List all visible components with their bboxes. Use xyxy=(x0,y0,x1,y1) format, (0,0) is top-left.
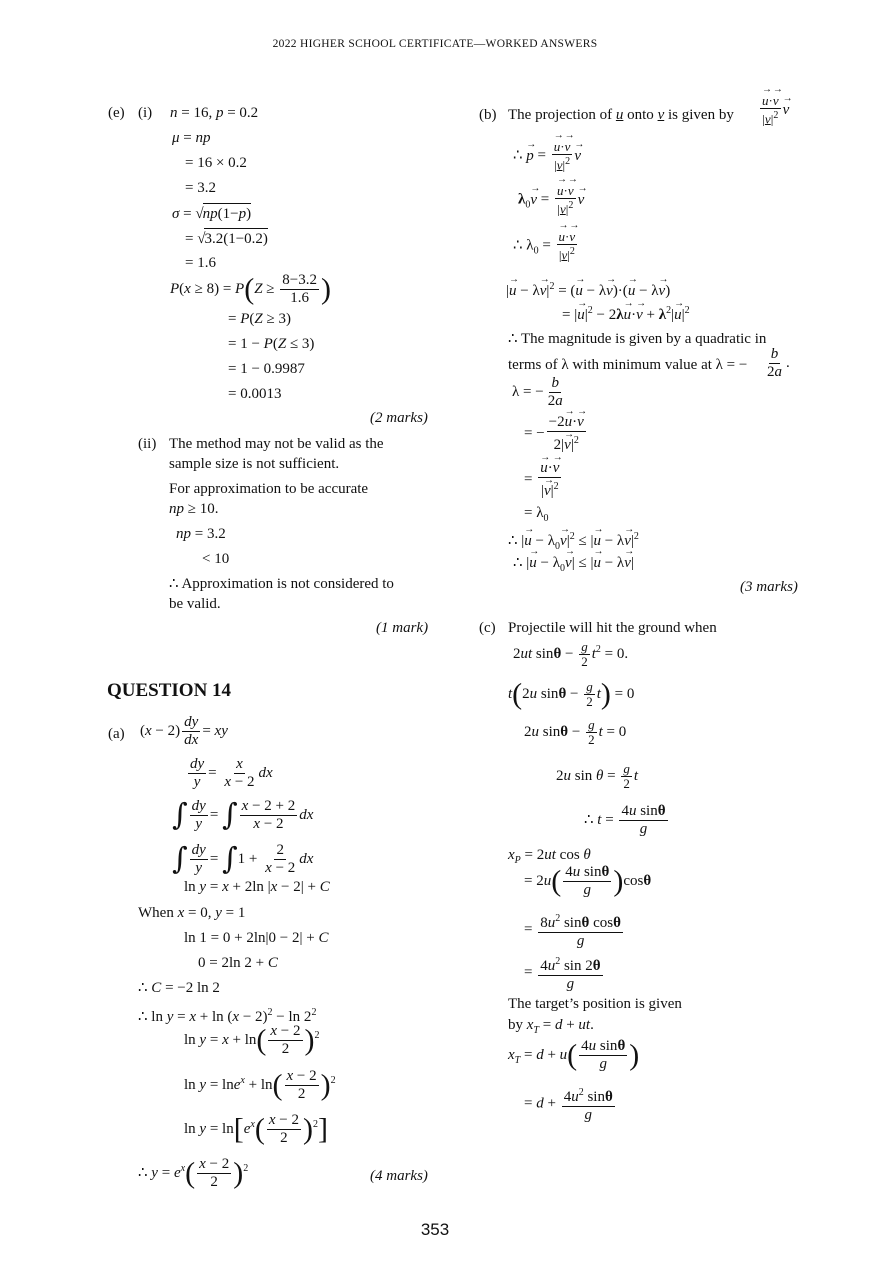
part-ii-label: (ii) xyxy=(138,436,157,452)
eq-b-expand: = |→ $u|^2 - 2\lambda\to u\cdot\to v + \lambda^2|\to u|^2$ xyxy=(562,302,690,324)
ii-text-2: sample size is not sufficient. xyxy=(169,456,340,472)
eq-b-lambda-v: $\lambda_0\to v$ = → $\frac{u\cdot\to v}{|v|^2}$ → v xyxy=(518,184,584,216)
eq-b-proj-formula: → $\frac{u\cdot\to v}{|v|^2}$ → v xyxy=(758,94,789,126)
eq-prob-sub: = 1 − 0.9987 xyxy=(228,361,305,377)
eq-b-vertex-frac: $\frac{b}{2a}$ . xyxy=(767,346,790,380)
eq-c-ground: 2ut sinθ − $\frac{g}{2}$ $t^2 = 0$. xyxy=(513,639,629,669)
eq-c-xp-sub: = 2u( $\frac{\text{4u sinθ}}{g}$ )cosθ xyxy=(524,864,652,898)
marks-e-i: (2 marks) xyxy=(370,410,428,426)
c-text-2: by $x_T = d$ + ut. xyxy=(508,1017,594,1036)
eq-a-ln-y-2: ln y = x + ln( $\frac{x - 2}{2}$ )$^2$ xyxy=(184,1023,320,1057)
eq-a-sub: ln 1 = 0 + 2ln|0 − 2| + C xyxy=(184,930,329,946)
running-header: 2022 HIGHER SCHOOL CERTIFICATE—WORKED ANSWERS xyxy=(272,38,598,50)
eq-c-time: ∴ t = $\frac{\text{4u sinθ}}{g}$ xyxy=(584,803,666,837)
ii-text-5: np = 3.2 xyxy=(176,526,226,542)
eq-c-xp-result: = $\frac{4u^2 \sin 2\theta}{g}$ xyxy=(524,953,605,993)
a-when-text: When x = 0, y = 1 xyxy=(138,905,246,921)
eq-a-ln-general: ln y = x + 2ln |x − 2| + C xyxy=(184,879,330,895)
ii-text-7: ∴ Approximation is not considered to xyxy=(169,576,394,592)
ii-text-3: For approximation to be accurate xyxy=(169,481,369,497)
ii-text-4: np ≥ 10. xyxy=(169,501,219,517)
eq-a-integral-1: ∫ $\frac{dy}{y}$ = ∫ $\frac{x - 2 + 2}{x - 2}$ dx xyxy=(172,797,314,833)
eq-a-ln-y-3: ln y = lne$^x$ + ln( $\frac{x - 2}{2}$ )$^2$ xyxy=(184,1068,336,1102)
eq-sigma: σ = √np(1−p) xyxy=(172,203,251,223)
eq-a-ln-y: ∴ $\ln y = x + \ln (x - 2)^2 - \ln 2^2$ xyxy=(138,1007,317,1025)
part-i-label: (i) xyxy=(138,105,153,121)
marks-14-a: (4 marks) xyxy=(370,1168,428,1184)
part-e-label: (e) xyxy=(108,105,125,121)
ii-text-8: be valid. xyxy=(169,596,221,612)
part-a-label: (a) xyxy=(108,726,125,742)
eq-c-solve: 2u sin θ = $\frac{g}{2}$ t xyxy=(556,761,639,791)
eq-mu-result: = 3.2 xyxy=(185,180,216,196)
eq-c-xt: $x_T = d + u$( $\frac{\text{4u sinθ}}{g}$ ) xyxy=(508,1038,640,1072)
eq-b-lambda-sub: = − $\frac{-2\to u\cdot\to v}{2|\to v|^2}$ xyxy=(524,414,588,454)
eq-b-ineq: ∴ |→ $u - \lambda_0\to v|$ ≤ |→ u − λ→ v| xyxy=(513,554,634,578)
eq-b-magnitude: |→ $u - \lambda\to v|^2$ = (→ u − λ→ v)·(→ u − λ→ v) xyxy=(506,278,670,300)
eq-a-de: (x − 2) $\frac{dy}{dx}$ = xy xyxy=(140,714,228,748)
eq-prob-complement: = 1 − P(Z ≤ 3) xyxy=(228,336,315,352)
part-c-label: (c) xyxy=(479,620,496,636)
c-intro: Projectile will hit the ground when xyxy=(508,620,717,636)
eq-mu-calc: = 16 × 0.2 xyxy=(185,155,247,171)
c-text-1: The target’s position is given xyxy=(508,996,682,1012)
eq-b-ineq-sq: ∴ |→ $u - \lambda_0\to v|^2$ ≤ |→ $u - \lambda\to v|^2$ xyxy=(508,528,639,556)
b-text-2: terms of λ with minimum value at λ = − xyxy=(508,357,748,373)
b-text-1: ∴ The magnitude is given by a quadratic in xyxy=(508,331,767,347)
eq-b-p: ∴ → p = → $\frac{u\cdot\to v}{|v|^2}$ → v xyxy=(513,140,581,172)
eq-a-separate: $\frac{dy}{y}$ = $\frac{x}{x - 2}$ dx xyxy=(190,756,273,790)
eq-c-xt-result: = d + $\frac{4u^2 \sin\theta}{g}$ xyxy=(524,1084,617,1124)
eq-prob-z3: = P(Z ≥ 3) xyxy=(228,311,291,327)
question-14-heading: QUESTION 14 xyxy=(107,680,232,701)
eq-b-lambda0: ∴ $\lambda_0$ = → $\frac{u\cdot\to v}{|v|^2}$ xyxy=(513,230,579,262)
eq-a-sub-2: 0 = 2ln 2 + C xyxy=(198,955,278,971)
eq-a-integral-2: ∫ $\frac{dy}{y}$ = ∫1 + $\frac{2}{x - 2}$ dx xyxy=(172,841,314,877)
eq-c-factor: t(2u sinθ − $\frac{g}{2}$ t) = 0 xyxy=(508,677,635,711)
page-number: 353 xyxy=(420,1220,450,1239)
b-intro: The projection of u onto v is given by xyxy=(508,107,734,123)
eq-sigma-calc: = √3.2(1−0.2) xyxy=(185,228,268,248)
eq-n-p: n = 16, p = 0.2 xyxy=(170,105,259,121)
eq-b-lambda-equal: = $\lambda_0$ xyxy=(524,505,549,524)
marks-b: (3 marks) xyxy=(740,579,798,595)
eq-sigma-result: = 1.6 xyxy=(185,255,216,271)
eq-a-c-value: ∴ C = −2 ln 2 xyxy=(138,980,220,996)
marks-e-ii: (1 mark) xyxy=(376,620,429,636)
eq-c-xp: $x_P = 2ut$ cos θ xyxy=(508,847,591,866)
eq-prob-result: = 0.0013 xyxy=(228,386,282,402)
eq-mu: μ = np xyxy=(172,130,211,146)
eq-a-ln-y-4: $\ln y = \ln[e^x$( $\frac{x - 2}{2}$ )$^2$] xyxy=(184,1112,328,1146)
ii-text-6: < 10 xyxy=(202,551,230,567)
eq-c-factor-2: 2u sinθ − $\frac{g}{2}$ t = 0 xyxy=(524,717,627,747)
eq-b-lambda-vertex: λ = − $\frac{b}{2a}$ xyxy=(512,375,563,409)
eq-c-xp-expand: = $\frac{8u^2 \sin\theta \cos\theta}{g}$ xyxy=(524,910,625,950)
part-b-label: (b) xyxy=(479,107,497,123)
ii-text-1: The method may not be valid as the xyxy=(169,436,384,452)
eq-b-lambda-simplify: = → $\frac{u\cdot\to v}{|\to v|^2}$ xyxy=(524,460,563,500)
eq-a-final: ∴ $y = e^x$( $\frac{x - 2}{2}$ )$^2$ xyxy=(138,1156,249,1190)
eq-prob-z: P(x ≥ 8) = P(Z ≥ $\frac{8-3.2}{1.6}$ ) xyxy=(170,272,331,306)
